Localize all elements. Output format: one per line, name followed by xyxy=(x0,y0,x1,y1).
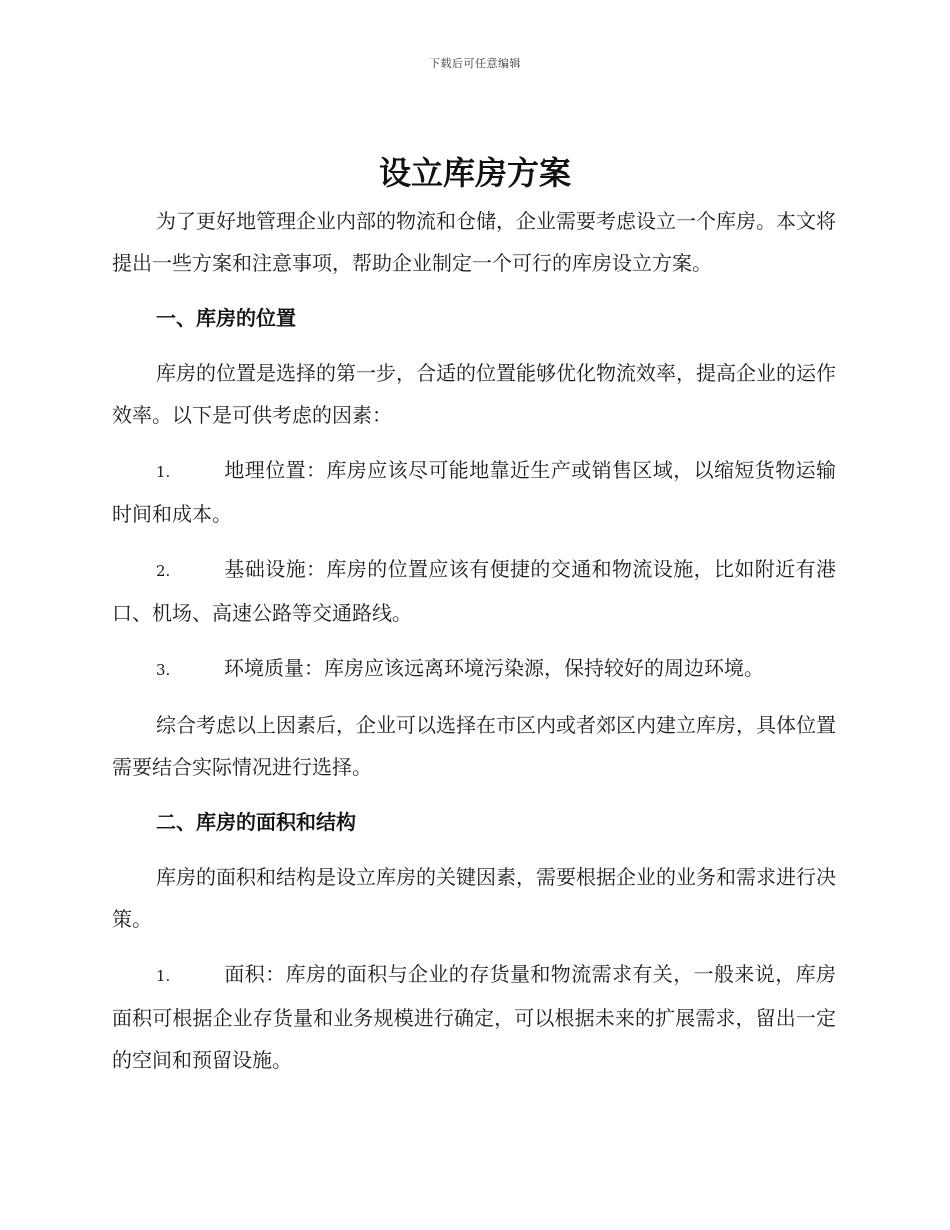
header-note: 下载后可任意编辑 xyxy=(429,57,521,70)
list-item-text: 地理位置：库房应该尽可能地靠近生产或销售区域，以缩短货物运输时间和成本。 xyxy=(112,458,836,526)
list-item-number: 1. xyxy=(156,463,171,481)
intro-paragraph: 为了更好地管理企业内部的物流和仓储，企业需要考虑设立一个库房。本文将提出一些方案和注意事项，帮助企业制定一个可行的库房设立方案。 xyxy=(112,209,836,275)
section-1-conclusion: 综合考虑以上因素后，企业可以选择在市区内或者郊区内建立库房，具体位置需要结合实际情况进行选择。 xyxy=(112,713,836,779)
list-item-number: 2. xyxy=(156,562,171,580)
section-2-heading: 二、库房的面积和结构 xyxy=(156,810,356,834)
list-item xyxy=(112,449,836,535)
document-body xyxy=(112,200,836,1094)
document-title: 设立库房方案 xyxy=(378,154,571,192)
list-item-number: 3. xyxy=(156,661,171,679)
list-item-text: 面积：库房的面积与企业的存货量和物流需求有关，一般来说，库房面积可根据企业存货量和业务规模进行确定，可以根据未来的扩展需求，留出一定的空间和预留设施。 xyxy=(112,962,836,1072)
list-item xyxy=(112,548,836,634)
section-2-intro: 库房的面积和结构是设立库房的关键因素，需要根据企业的业务和需求进行决策。 xyxy=(112,865,836,931)
list-item-number: 1. xyxy=(156,967,171,985)
list-item-text: 环境质量：库房应该远离环境污染源，保持较好的周边环境。 xyxy=(224,656,764,680)
section-1-heading: 一、库房的位置 xyxy=(156,306,296,330)
list-item xyxy=(112,647,836,691)
list-item-text: 基础设施：库房的位置应该有便捷的交通和物流设施，比如附近有港口、机场、高速公路等交通路线。 xyxy=(112,557,836,625)
list-item xyxy=(112,953,836,1081)
section-1-intro: 库房的位置是选择的第一步，合适的位置能够优化物流效率，提高企业的运作效率。以下是可供考虑的因素： xyxy=(112,361,836,427)
